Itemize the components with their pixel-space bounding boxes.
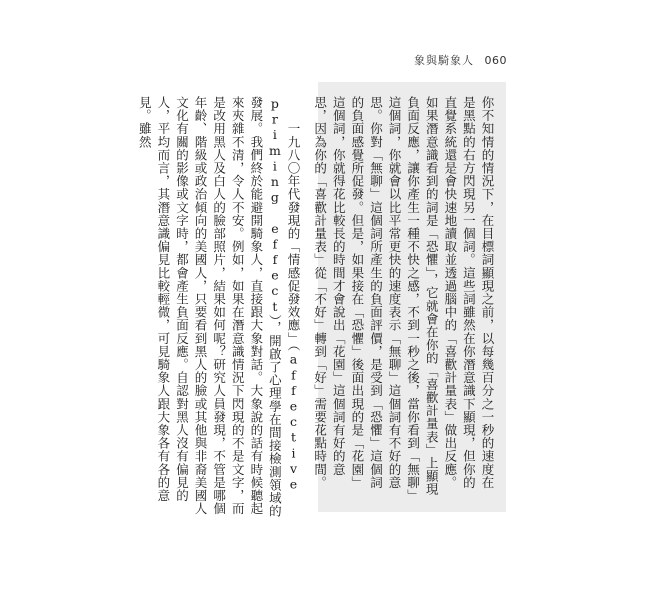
page-number: 060 (484, 54, 507, 67)
body-paragraph: 一九八〇年代發現的「情感促發效應」（affective priming effect），開啟了心理學在間接檢測領域的發展。我們終於能避開騎象人，直接跟大象對話。大象說的話有時候聽起來夾雜不清，令人不安。例如，如果在潛意識情況下閃現的不是文字，而是改用黑人及白人的臉部照片，結果如何呢？研究人員發現，不管是哪個年齡、階級或政治傾向的美國人，只要看到黑人的臉或其他與非裔美國人文化有關的影像或文字時，都會產生負面反應。自認對黑人沒有偏見的人，平均而言，其潛意識偏見比較輕微，可見騎象人跟大象各有各的意見。雖然 (137, 96, 301, 518)
callout-text: 你不知情的情況下，在目標詞顯現之前，以每幾百分之一秒的速度在是黑點的右方閃現另一個詞。這些詞雖然在你潛意識下顯現，但你的直覺系統還是會快速地讀取並透過腦中的「喜歡計量表」做出反應。如果潛意識看到的詞是「恐懼」，它就會在你的「喜歡計量表」上顯現負面反應，讓你產生一種不快之感，不到一秒之後，當你看到「無聊」這個詞，你就會以比平常更快的速度表示「無聊」這個詞有不好的意思。你對「無聊」這個詞所產生的負面評價，是受到「恐懼」這個詞的負面感覺所促發。但是，如果接在「恐懼」後面出現的是「花園」這個詞，你就得花比較長的時間才會說出「花園」這個詞有好的意思，因為你的「喜歡計量表」從「不好」轉到「好」需要花點時間。 (312, 96, 495, 496)
callout-box (312, 82, 506, 512)
main-body (137, 96, 302, 526)
chapter-title: 象與騎象人 (414, 54, 474, 67)
running-header (414, 52, 507, 68)
